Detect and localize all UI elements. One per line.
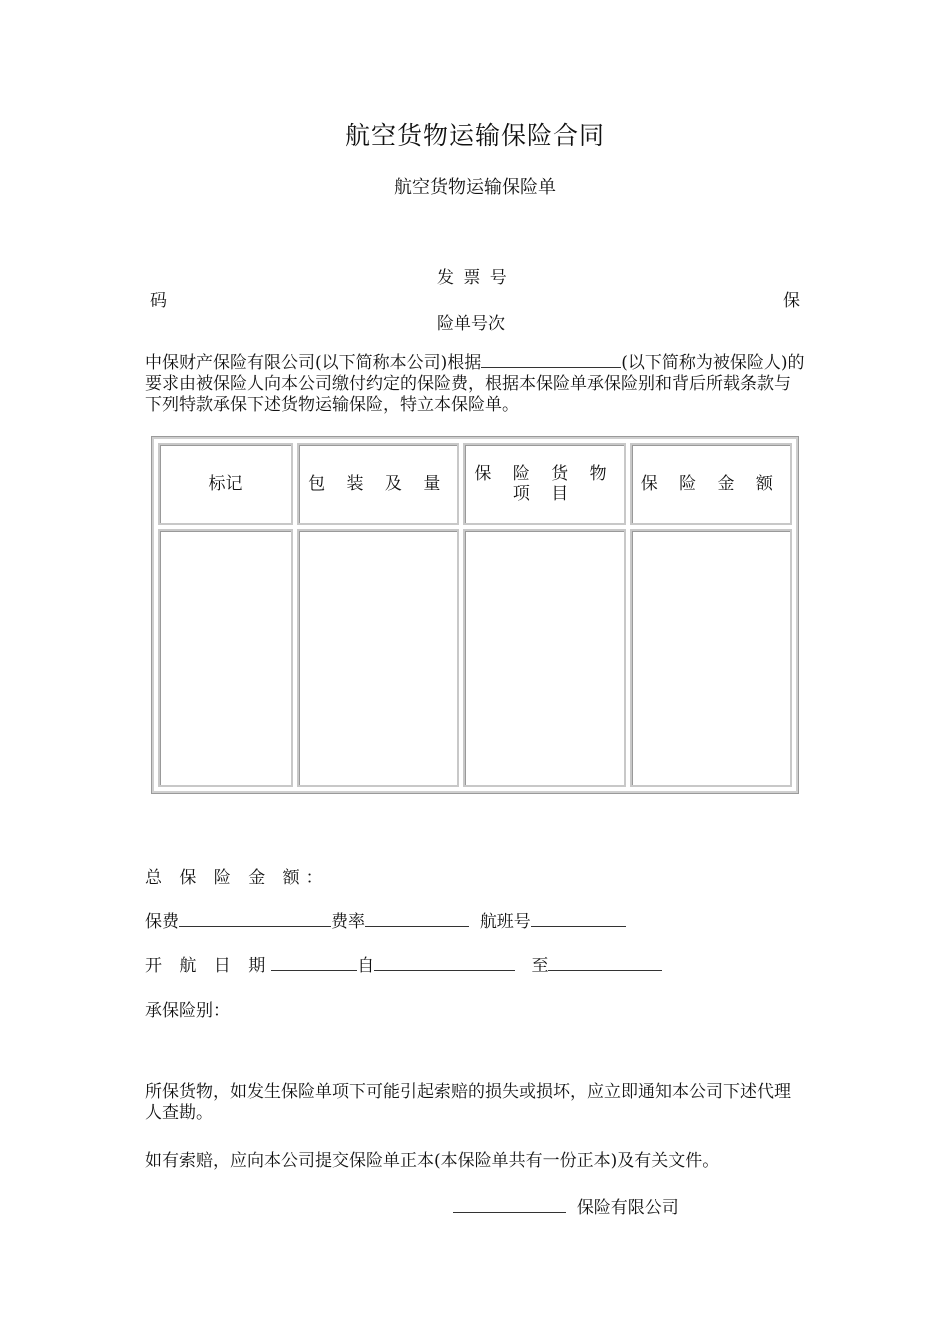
invoice-number-label-tail: 码	[150, 291, 167, 311]
header-insured-goods: 保 险 货 物 项 目	[463, 443, 625, 525]
coverage-label: 承保险别：	[145, 1001, 230, 1021]
from-blank[interactable]	[374, 954, 515, 971]
signature-line	[453, 1193, 679, 1218]
header-packing-quantity: 包 装 及 量	[297, 443, 459, 525]
header-marks: 标记	[158, 443, 293, 525]
claim-paragraph: 如有索赔，应向本公司提交保险单正本(本保险单共有一份正本)及有关文件。	[145, 1151, 720, 1171]
intro-paragraph	[145, 351, 805, 416]
intro-text-part2: (以下简称为被保险人)的要求由被保险人向本公司缴付约定的保险费，根据本保险单承保险别和背后所载条款与下列特款承保下述货物运输保险，特立本保险单。	[145, 353, 805, 415]
header-insured-amount: 保 险 金 额	[630, 443, 792, 525]
from-label: 自	[357, 956, 375, 976]
premium-blank[interactable]	[179, 910, 331, 927]
cell-marks[interactable]	[158, 529, 293, 787]
policy-number-label-head: 保	[783, 291, 800, 311]
goods-table	[152, 437, 798, 793]
flight-number-label: 航班号	[479, 912, 531, 932]
premium-line	[145, 907, 626, 932]
invoice-number-label: 发 票 号	[437, 268, 509, 288]
rate-blank[interactable]	[365, 910, 469, 927]
document-subtitle: 航空货物运输保险单	[394, 177, 556, 198]
cell-insured-goods[interactable]	[463, 529, 625, 787]
insured-name-blank[interactable]	[481, 351, 621, 368]
rate-label: 费率	[331, 912, 365, 932]
to-blank[interactable]	[548, 954, 662, 971]
cell-packing-quantity[interactable]	[297, 529, 459, 787]
policy-number-label: 险单号次	[437, 314, 505, 334]
cell-insured-amount[interactable]	[630, 529, 792, 787]
total-insured-amount-label: 总 保 险 金 额：	[145, 868, 329, 888]
departure-line	[145, 951, 662, 976]
company-name-blank[interactable]	[453, 1196, 566, 1213]
premium-label: 保费	[145, 912, 179, 932]
document-title: 航空货物运输保险合同	[344, 121, 605, 150]
flight-number-blank[interactable]	[531, 910, 626, 927]
intro-text-part1: 中保财产保险有限公司(以下简称本公司)根据	[145, 353, 482, 373]
to-label: 至	[531, 956, 549, 976]
departure-date-label: 开 航 日 期	[145, 956, 272, 976]
signature-company: 保险有限公司	[576, 1198, 679, 1218]
notice-paragraph: 所保货物，如发生保险单项下可能引起索赔的损失或损坏，应立即通知本公司下述代理人查勘。	[145, 1082, 791, 1123]
departure-date-blank[interactable]	[271, 954, 357, 971]
